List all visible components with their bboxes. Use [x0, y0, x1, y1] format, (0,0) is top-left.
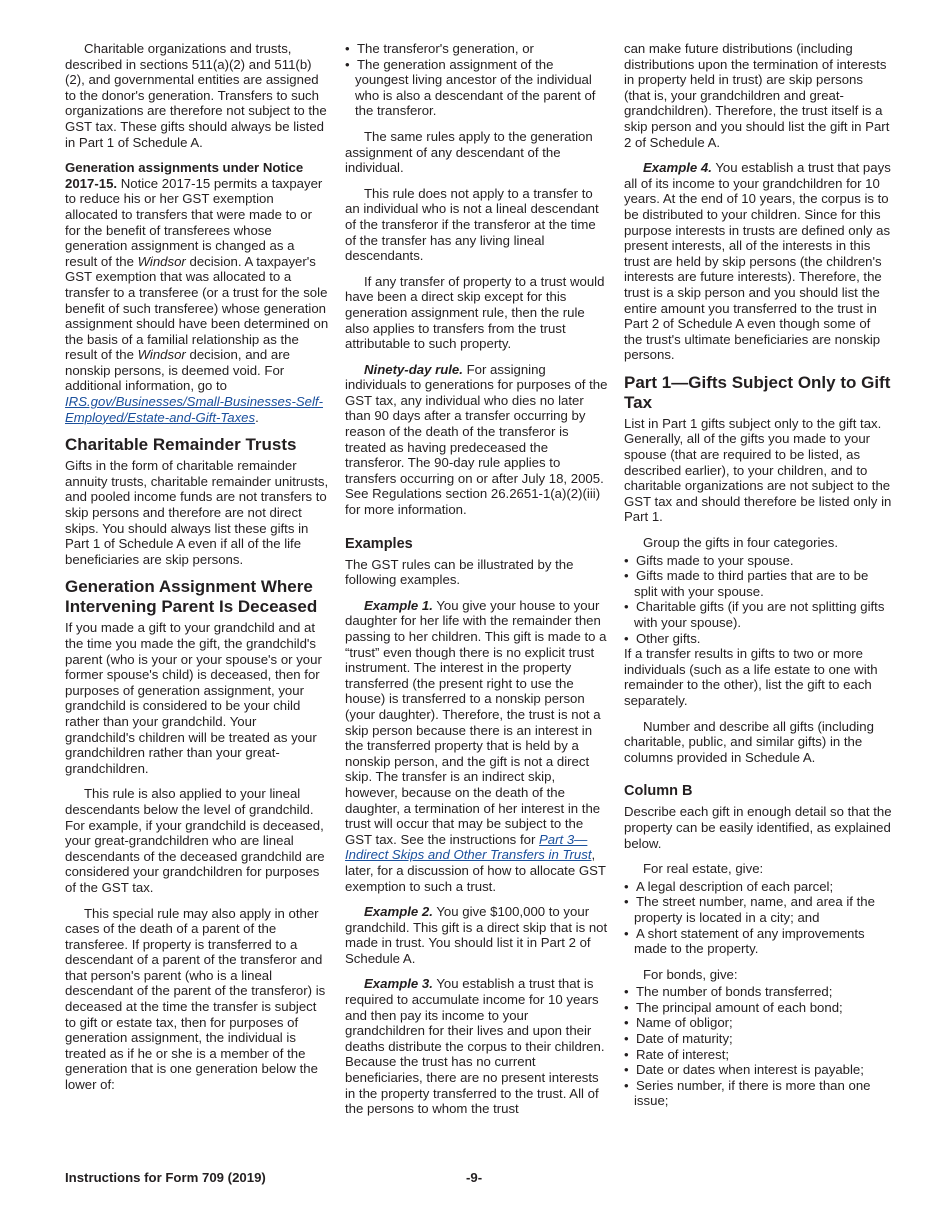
part-1-paragraph: List in Part 1 gifts subject only to the gift tax. Generally, all of the gifts you made to your spouse (that are required to be listed, as described earlier), to your children, and to charitable organizations are not subject to the GST tax and should therefore be listed only in Part 1. — [624, 415, 892, 525]
notice-2017-15-heading: Generation assignments under Notice 2017-15. — [65, 160, 304, 191]
list-item: • Gifts made to third parties that are to be split with your spouse. — [624, 568, 892, 599]
example-4-paragraph: Example 4. You establish a trust that pays all of its income to your grandchildren for 10 years. At the end of 10 years, the corpus is to be distributed to your children. Since for this purpose interests in trusts are defined only as present interests, all of the interests in this trust are held by skip persons (the children's interests are future interests). Therefore, the trust is a skip person and you should list the entire amount you transferred to the trust in Part 2 of Schedule A even though some of the trust's ultimate beneficiaries are nonskip persons. — [624, 160, 891, 363]
examples-intro: The GST rules can be illustrated by the following examples. — [345, 556, 574, 588]
charitable-remainder-paragraph: Gifts in the form of charitable remainder annuity trusts, charitable remainder unitrusts, and pooled income funds are not transfers to skip persons and therefore are not direct skips. You should always list these gifts in Part 1 of Schedule A even if all of the life beneficiaries are skip persons. — [65, 458, 329, 567]
list-item: • The generation assignment of the youngest living ancestor of the individual who is also a descendant of the parent of the transferor. — [345, 57, 609, 119]
example-3-continued: can make future distributions (including distributions upon the termination of interests in property held in trust) are skip persons (that is, your grandchildren and great-grandchildren). Therefore, the trust itself is a skip person and you should list the gift in Part 2 of Schedule A. — [624, 41, 890, 150]
grandchild-paragraph: If you made a gift to your grandchild and at the time you made the gift, the grandchild's parent (who is your or your spouse's or your former spouse's child) is deceased, then for purposes of generation assignment, your grandchild is considered to be your child rather than your grandchild. Your grandchild's children will be treated as your grandchildren rather than your great-grandchildren. — [65, 620, 322, 776]
list-item: • Charitable gifts (if you are not splitting gifts with your spouse). — [624, 599, 892, 630]
examples-heading: Examples — [345, 535, 413, 552]
trust-transfer-paragraph: If any transfer of property to a trust would have been a direct skip except for this generation assignment rule, then the rule also applies to transfers from the trust attributable to such property. — [345, 273, 605, 352]
same-rules-paragraph: The same rules apply to the generation assignment of any descendant of the individual. — [345, 128, 593, 176]
rule-exception-paragraph: This rule does not apply to a transfer to an individual who is not a lineal descendant of the transferor if the transferor at the time of the transfer has any living lineal descendants. — [345, 185, 599, 264]
special-rule-paragraph: This special rule may also apply in other cases of the death of a parent of the transferee. If property is transferred to a descendant of a parent of the transferor and that person's parent (who is a lineal descendant of the parent of the transferor) is deceased at the time the transfer is subject to gift or estate tax, then for purposes of generation assignment, the individual is treated as if he or she is a member of the generation that is one generation below the lower of: — [65, 905, 326, 1093]
column-left — [65, 41, 329, 1103]
charitable-organizations-paragraph: Charitable organizations and trusts, described in sections 511(a)(2) and 511(b)(2), and governmental entities are assigned to the donor's generation. Transfers to such organizations are therefore not subject to the GST tax. These gifts should always be listed in Part 1 of Schedule A. — [65, 41, 327, 150]
list-item: • Rate of interest; — [624, 1047, 892, 1063]
list-item: • Date or dates when interest is payable; — [624, 1062, 892, 1078]
generation-assignment-heading: Generation Assignment Where Intervening Parent Is Deceased — [65, 577, 318, 617]
page-number: -9- — [466, 1170, 483, 1185]
footer-title: Instructions for Form 709 (2019) — [65, 1170, 266, 1185]
list-item: • Series number, if there is more than one issue; — [624, 1078, 892, 1109]
column-b-paragraph: Describe each gift in enough detail so that the property can be easily identified, as explained below. — [624, 804, 892, 851]
column-middle — [345, 41, 609, 1127]
list-item: • Other gifts. — [624, 631, 892, 647]
list-item: • A legal description of each parcel; — [624, 879, 892, 895]
ninety-day-rule-paragraph: Ninety-day rule. For assigning individuals to generations for purposes of the GST tax, any individual who dies no later than 90 days after a transfer occurring by reason of the death of the transferor is treated as having predeceased the transferor. The 90-day rule applies to transfers occurring on or after July 18, 2005. See Regulations section 26.2651-1(a)(2)(iii) for more information. — [345, 361, 608, 518]
list-item: • The number of bonds transferred; — [624, 984, 892, 1000]
part-3-link[interactable]: Part 3—Indirect Skips and Other Transfers in Trust — [345, 831, 592, 863]
lineal-descendants-paragraph: This rule is also applied to your lineal descendants below the level of grandchild. For example, if your grandchild is deceased, your great-grandchildren who are lineal descendants of the deceased grandchild are considered your grandchildren for purposes of the GST tax. — [65, 786, 325, 895]
example-3-paragraph: Example 3. You establish a trust that is required to accumulate income for 10 years and then pay its income to your grandchildren for their lives and upon their deaths distribute the corpus to their children. Because the trust has no current beneficiaries, there are no present interests in the property transferred to the trust. All of the persons to whom the trust — [345, 976, 605, 1117]
list-item: • Date of maturity; — [624, 1031, 892, 1047]
list-item: • A short statement of any improvements made to the property. — [624, 926, 892, 957]
ninety-day-rule-heading: Ninety-day rule. — [364, 361, 463, 377]
real-estate-intro: For real estate, give: — [643, 861, 764, 877]
notice-2017-15-paragraph: Generation assignments under Notice 2017-15. Notice 2017-15 permits a taxpayer to reduce his or her GST exemption allocated to transfers that were made to or for the benefit of transferees whose generation assignment is changed as a result of the Windsor decision. A taxpayer's GST exemption that was allocated to a transfer to a transferee (or a trust for the sole benefit of such transferee) whose generation assignment should have been determined on the basis of a familial relationship as the result of the Windsor decision, and are nonskip persons, is deemed void. For additional information, go to IRS.gov/Businesses/Small-Businesses-Self-Employed/Estate-and-Gift-Taxes. — [65, 160, 329, 425]
irs-gift-taxes-link[interactable]: IRS.gov/Businesses/Small-Businesses-Self-Employed/Estate-and-Gift-Taxes — [65, 394, 323, 425]
list-item: • The street number, name, and area if the property is located in a city; and — [624, 894, 892, 925]
example-2-paragraph: Example 2. You give $100,000 to your grandchild. This gift is a direct skip that is not made in trust. You should list it in Part 2 of Schedule A. — [345, 904, 608, 966]
separate-gifts-paragraph: If a transfer results in gifts to two or more individuals (such as a life estate to one with remainder to the other), list the gift to each separately. — [624, 646, 878, 708]
group-gifts-intro: Group the gifts in four categories. — [643, 535, 838, 551]
list-item: • The transferor's generation, or — [345, 41, 609, 57]
number-describe-paragraph: Number and describe all gifts (including charitable, public, and similar gifts) in the columns provided in Schedule A. — [624, 718, 874, 765]
list-item: • Gifts made to your spouse. — [624, 553, 892, 569]
column-right — [624, 41, 892, 1109]
example-1-paragraph: Example 1. You give your house to your daughter for her life with the remainder then passing to her children. This gift is made to a “trust” even though there is no explicit trust instrument. The interest in the property transferred (the present right to use the house) is transferred to a nonskip person (your daughter). Therefore, the trust is not a skip person because there is an interest in the transferred property that is held by a nonskip person, and the gift is not a direct skip. The transfer is an indirect skip, however, because on the death of the daughter, a termination of her interest in the trust will occur that may be subject to the GST tax. See the instructions for Part 3—Indirect Skips and Other Transfers in Trust, later, for a discussion of how to allocate GST exemption to such a trust. — [345, 597, 607, 894]
list-item: • Name of obligor; — [624, 1015, 892, 1031]
charitable-remainder-trusts-heading: Charitable Remainder Trusts — [65, 435, 297, 455]
list-item: • The principal amount of each bond; — [624, 1000, 892, 1016]
bonds-intro: For bonds, give: — [643, 966, 738, 982]
column-b-heading: Column B — [624, 783, 693, 800]
part-1-heading: Part 1—Gifts Subject Only to Gift Tax — [624, 372, 891, 412]
